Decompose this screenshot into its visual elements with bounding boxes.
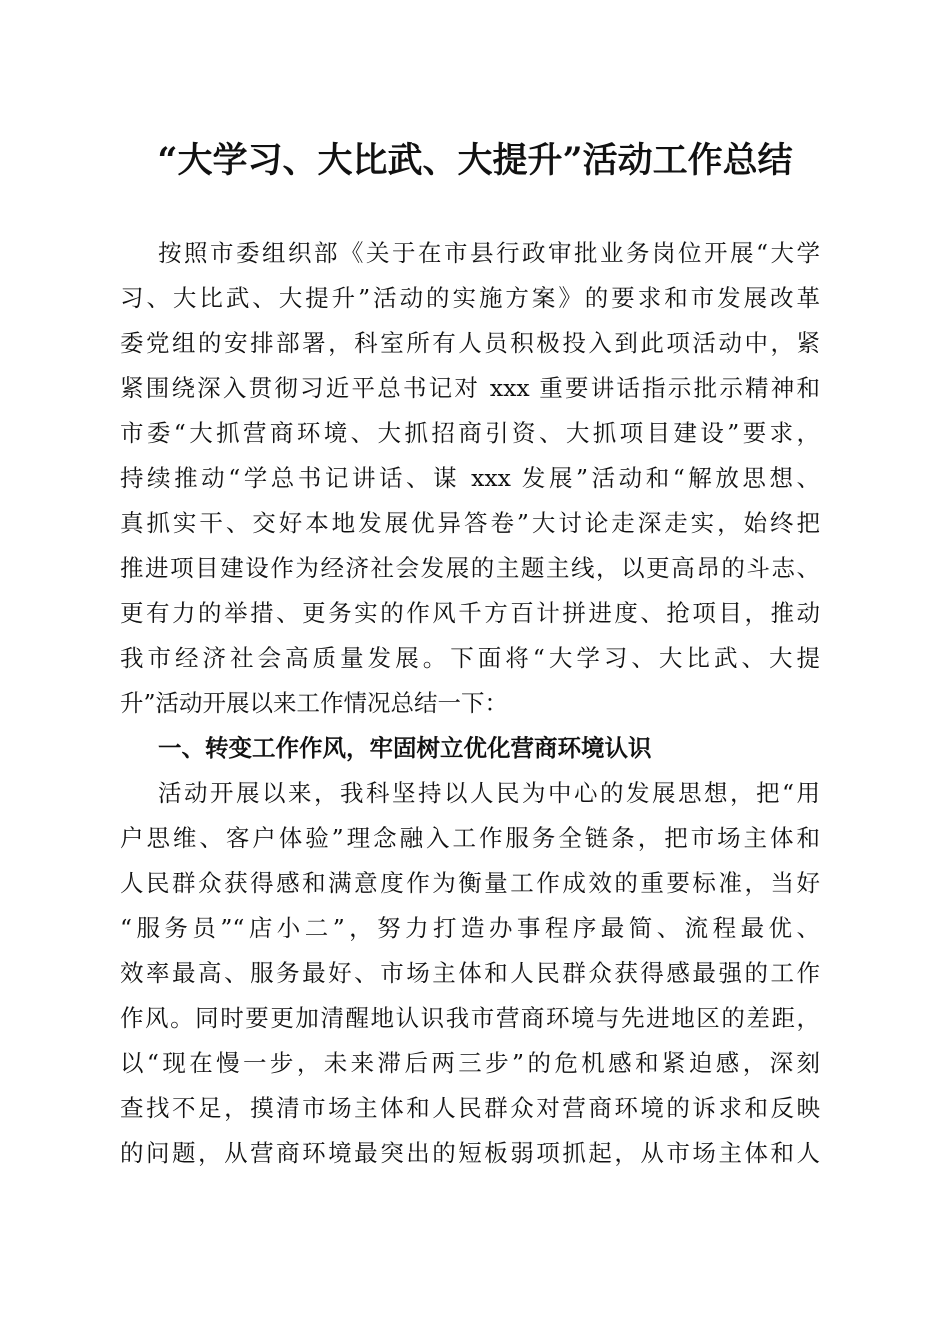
paragraph-line: 更有力的举措、更务实的作风千方百计拼进度、抢项目，推动 xyxy=(120,599,820,627)
paragraph-line: 查找不足，摸清市场主体和人民群众对营商环境的诉求和反映 xyxy=(120,1094,820,1122)
paragraph-line: 委党组的安排部署，科室所有人员积极投入到此项活动中，紧 xyxy=(120,329,820,357)
paragraph-line: 以“现在慢一步，未来滞后两三步”的危机感和紧迫感，深刻 xyxy=(120,1049,820,1077)
paragraph-line: 真抓实干、交好本地发展优异答卷”大讨论走深走实，始终把 xyxy=(120,509,820,537)
paragraph-line: 推进项目建设作为经济社会发展的主题主线，以更高昂的斗志、 xyxy=(120,554,820,582)
paragraph-line: 人民群众获得感和满意度作为衡量工作成效的重要标准，当好 xyxy=(120,869,820,897)
paragraph-line: 作风。同时要更加清醒地认识我市营商环境与先进地区的差距， xyxy=(120,1004,820,1032)
paragraph-line: 市委“大抓营商环境、大抓招商引资、大抓项目建设”要求， xyxy=(120,419,820,447)
paragraph-line: 紧围绕深入贯彻习近平总书记对 xxx 重要讲话指示批示精神和 xyxy=(120,374,820,402)
paragraph-line: 升”活动开展以来工作情况总结一下： xyxy=(120,689,509,717)
paragraph-line: 效率最高、服务最好、市场主体和人民群众获得感最强的工作 xyxy=(120,959,820,987)
paragraph-line: 习、大比武、大提升”活动的实施方案》的要求和市发展改革 xyxy=(120,284,820,312)
document-title: “大学习、大比武、大提升”活动工作总结 xyxy=(157,140,793,181)
paragraph-line: 户思维、客户体验”理念融入工作服务全链条，把市场主体和 xyxy=(120,824,820,852)
paragraph-line: 的问题，从营商环境最突出的短板弱项抓起，从市场主体和人 xyxy=(120,1139,820,1167)
paragraph-line: 我市经济社会高质量发展。下面将“大学习、大比武、大提 xyxy=(120,644,820,672)
document-body xyxy=(120,237,820,1182)
paragraph-line: 持续推动“学总书记讲话、谋 xxx 发展”活动和“解放思想、 xyxy=(120,464,820,492)
paragraph-line: 按照市委组织部《关于在市县行政审批业务岗位开展“大学 xyxy=(158,239,820,267)
paragraph-line: 活动开展以来，我科坚持以人民为中心的发展思想，把“用 xyxy=(158,779,820,807)
section-heading: 一、转变工作作风，牢固树立优化营商环境认识 xyxy=(158,734,652,762)
paragraph-line: “服务员”“店小二”，努力打造办事程序最简、流程最优、 xyxy=(120,914,820,942)
